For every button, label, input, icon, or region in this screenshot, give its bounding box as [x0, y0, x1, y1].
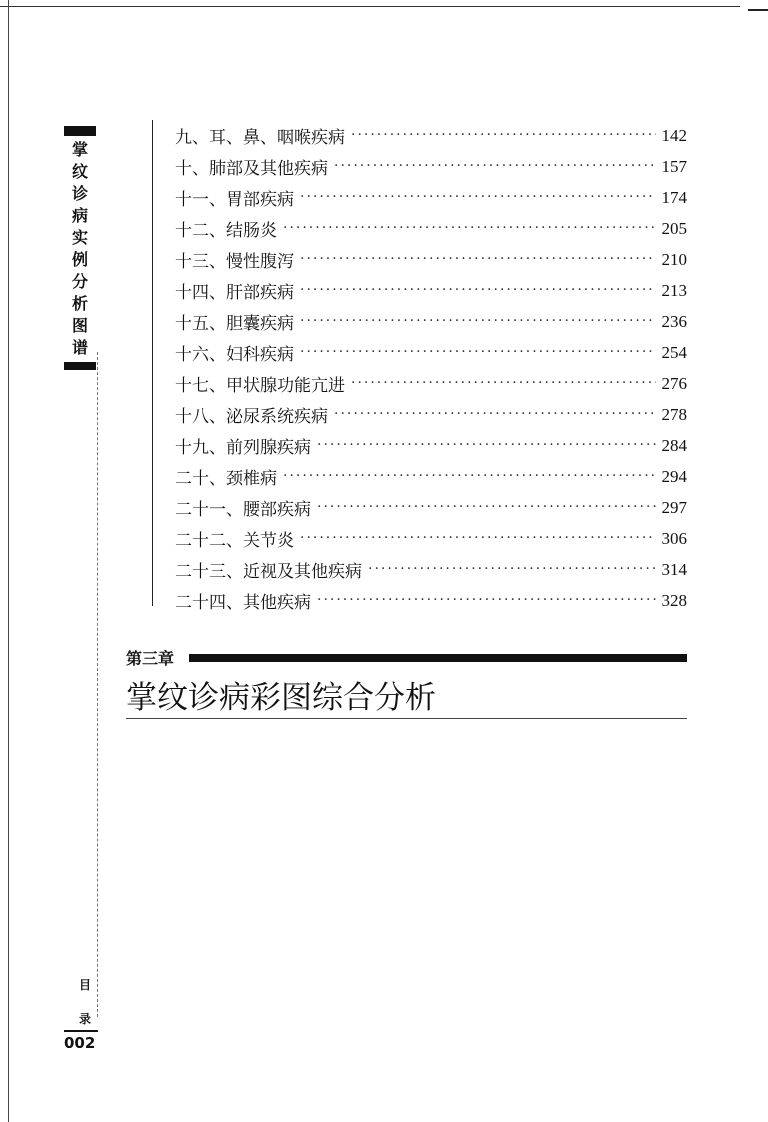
toc-entry[interactable] [175, 399, 687, 430]
page-number: 002 [64, 1034, 96, 1052]
toc-entry-title: 二十二、关节炎 [175, 531, 294, 551]
toc-entry[interactable] [175, 275, 687, 306]
sidebar-title-char: 纹 [71, 162, 88, 181]
toc-entry-page: 278 [661, 404, 687, 424]
toc-leader-dots [334, 158, 656, 175]
sidebar-title-cap-top [64, 126, 96, 136]
toc-leader-dots [317, 592, 656, 609]
toc-entry[interactable] [175, 554, 687, 585]
toc-entry-title: 十五、胆囊疾病 [175, 314, 294, 334]
sidebar-section-char: 目 [78, 978, 91, 992]
toc-entry-page: 254 [661, 342, 687, 362]
sidebar-title-char: 实 [71, 228, 88, 247]
sidebar-title-char: 析 [71, 294, 88, 313]
toc-entry-page: 236 [661, 311, 687, 331]
toc-leader-dots [283, 468, 656, 485]
toc-entry-title: 十六、妇科疾病 [175, 345, 294, 365]
toc-entry[interactable] [175, 213, 687, 244]
toc-entry[interactable] [175, 461, 687, 492]
page-top-edge [0, 6, 740, 7]
toc-vertical-rule [152, 120, 153, 606]
toc-entry-title: 十八、泌尿系统疾病 [175, 407, 328, 427]
toc-leader-dots [351, 127, 656, 144]
chapter-bar [189, 654, 687, 662]
toc-leader-dots [317, 437, 656, 454]
sidebar-title-char: 例 [71, 250, 88, 269]
toc-entry-title: 十九、前列腺疾病 [175, 438, 311, 458]
toc-entry[interactable] [175, 151, 687, 182]
toc-entry-title: 十四、肝部疾病 [175, 283, 294, 303]
toc-entry-page: 314 [661, 559, 687, 579]
toc-leader-dots [300, 344, 656, 361]
toc-entry-page: 210 [661, 249, 687, 269]
toc-entry-page: 276 [661, 373, 687, 393]
page-top-right-mark [748, 9, 768, 11]
sidebar-title-cap-bottom [64, 362, 96, 370]
toc-entry-page: 284 [661, 435, 687, 455]
sidebar-title-char: 掌 [71, 140, 88, 159]
sidebar-title-char: 分 [71, 272, 88, 291]
toc-entry[interactable] [175, 368, 687, 399]
toc-entry[interactable] [175, 523, 687, 554]
toc-entry[interactable] [175, 585, 687, 616]
toc-leader-dots [300, 251, 656, 268]
sidebar-book-title [64, 126, 96, 357]
toc-entry-title: 十一、胃部疾病 [175, 190, 294, 210]
toc-entry-page: 294 [661, 466, 687, 486]
toc-leader-dots [300, 282, 656, 299]
toc-entry[interactable] [175, 182, 687, 213]
toc-entry[interactable] [175, 337, 687, 368]
toc-entry-title: 二十四、其他疾病 [175, 593, 311, 613]
page-number-rule [64, 1030, 98, 1032]
toc-entry-page: 205 [661, 218, 687, 238]
toc-entry[interactable] [175, 430, 687, 461]
sidebar-dotted-rule [97, 352, 98, 1017]
toc-leader-dots [300, 313, 656, 330]
chapter-title: 掌纹诊病彩图综合分析 [126, 680, 436, 716]
toc-entry-page: 174 [661, 187, 687, 207]
toc-entry-title: 十三、慢性腹泻 [175, 252, 294, 272]
toc-leader-dots [334, 406, 656, 423]
toc-leader-dots [300, 189, 656, 206]
sidebar-title-char: 诊 [71, 184, 88, 203]
toc-entry-page: 142 [661, 125, 687, 145]
toc-entry[interactable] [175, 306, 687, 337]
toc-list [175, 120, 687, 616]
toc-entry-page: 213 [661, 280, 687, 300]
toc-leader-dots [317, 499, 656, 516]
toc-leader-dots [300, 530, 656, 547]
toc-leader-dots [368, 561, 656, 578]
sidebar-section-char: 录 [78, 1012, 91, 1026]
sidebar-section-label [74, 968, 96, 1036]
chapter-underline [126, 718, 687, 719]
toc-entry-page: 328 [661, 590, 687, 610]
toc-entry[interactable] [175, 120, 687, 151]
page-left-edge [8, 0, 9, 1122]
toc-entry-title: 十、肺部及其他疾病 [175, 159, 328, 179]
toc-entry[interactable] [175, 244, 687, 275]
toc-entry-title: 十七、甲状腺功能亢进 [175, 376, 345, 396]
toc-entry-title: 九、耳、鼻、咽喉疾病 [175, 128, 345, 148]
sidebar-title-char: 谱 [71, 338, 88, 357]
chapter-label: 第三章 [126, 649, 175, 668]
toc-entry-page: 306 [661, 528, 687, 548]
toc-entry-title: 十二、结肠炎 [175, 221, 277, 241]
toc-leader-dots [283, 220, 656, 237]
sidebar-title-char: 病 [71, 206, 88, 225]
toc-entry-page: 157 [661, 156, 687, 176]
sidebar-title-char: 图 [71, 316, 88, 335]
toc-leader-dots [351, 375, 656, 392]
toc-entry-title: 二十、颈椎病 [175, 469, 277, 489]
toc-entry-title: 二十一、腰部疾病 [175, 500, 311, 520]
toc-entry-page: 297 [661, 497, 687, 517]
sidebar-title-text [64, 136, 96, 362]
toc-entry[interactable] [175, 492, 687, 523]
toc-entry-title: 二十三、近视及其他疾病 [175, 562, 362, 582]
